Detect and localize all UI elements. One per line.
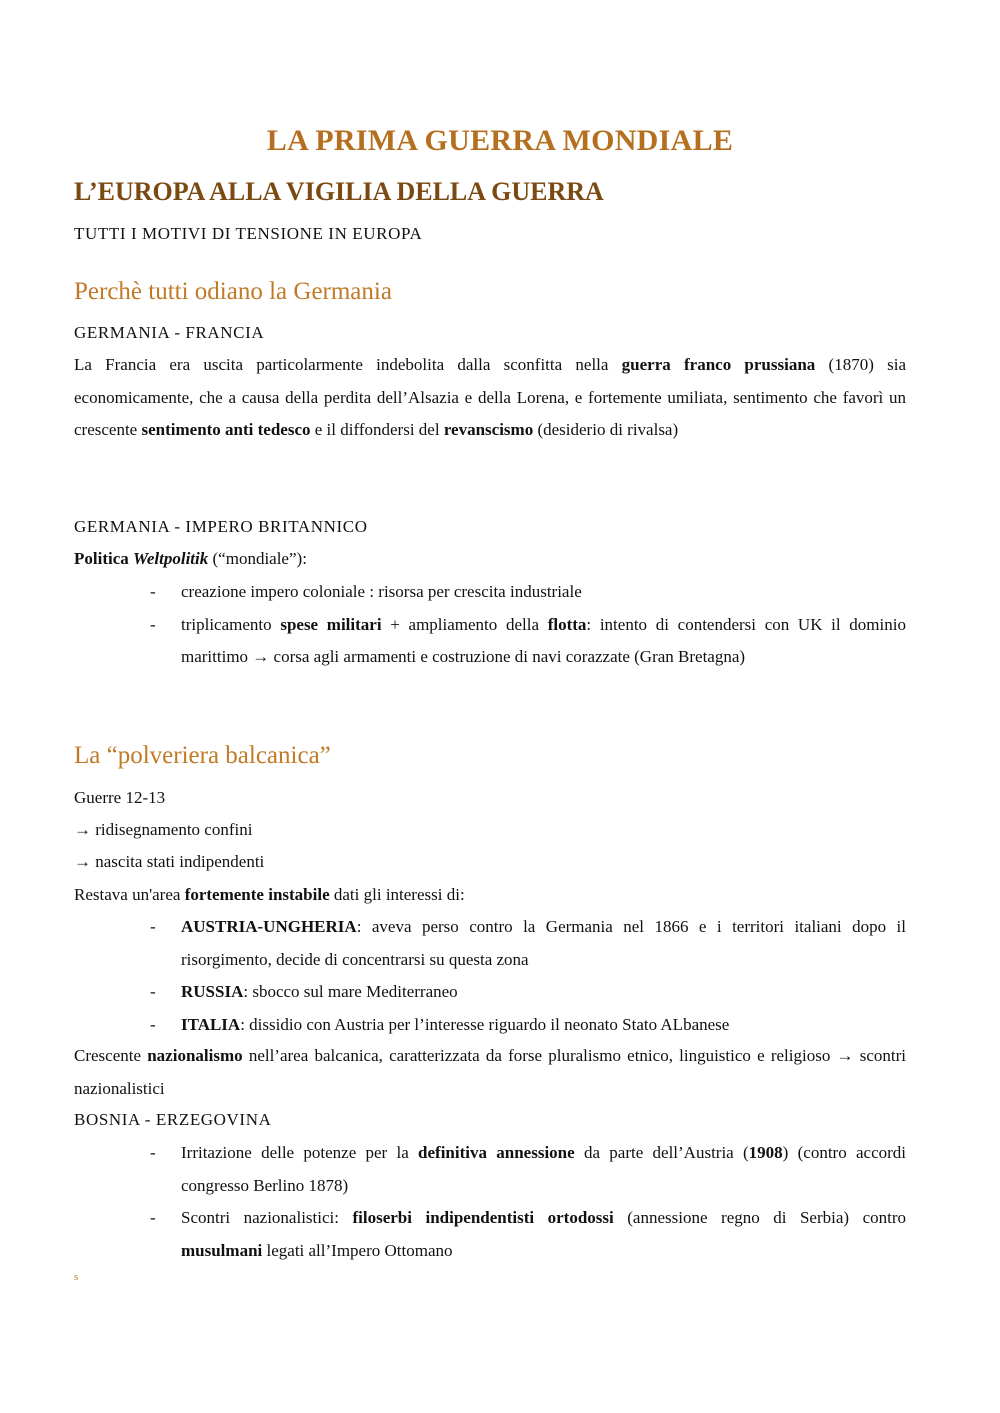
bold-term: definitiva annessione (418, 1143, 575, 1162)
bold-term: nazionalismo (147, 1046, 243, 1065)
dash-bullet: - (150, 982, 156, 1001)
weltpolitik-list (74, 576, 906, 674)
label-germania-impero-britannico: GERMANIA - IMPERO BRITANNICO (74, 517, 368, 536)
bold-term: ITALIA (181, 1014, 241, 1034)
dash-bullet: - (150, 917, 156, 936)
text: ) (contro accordi congresso Berlino 1878) (181, 1143, 906, 1195)
line-confini: → ridisegnamento confini (74, 820, 253, 839)
text: : dissidio con Austria per l’interesse riguardo il neonato Stato ALbanese (240, 1014, 730, 1034)
text: (“mondiale”): (208, 549, 307, 568)
text: triplicamento (181, 614, 281, 634)
footer-mark: s (74, 1271, 79, 1283)
text: La Francia era uscita particolarmente indebolita dalla sconfitta nella (74, 355, 622, 374)
bold-term: musulmani (181, 1240, 263, 1260)
bold-term: Politica (74, 549, 134, 568)
list-item (74, 911, 906, 976)
section-title-balcani: La “polveriera balcanica” (74, 742, 331, 769)
bold-term: flotta (547, 614, 587, 634)
bold-term: fortemente instabile (184, 885, 330, 904)
dash-bullet: - (150, 1014, 156, 1034)
bold-term: guerra franco prussiana (621, 355, 816, 374)
interests-list (74, 911, 906, 1041)
text: (annessione regno di Serbia) contro (613, 1208, 907, 1227)
list-item (74, 1137, 906, 1202)
list-item (74, 576, 906, 609)
chapter-heading: L’EUROPA ALLA VIGILIA DELLA GUERRA (74, 177, 604, 206)
dash-bullet: - (150, 614, 156, 634)
label-bosnia-erzegovina: BOSNIA - ERZEGOVINA (74, 1110, 272, 1129)
dash-bullet: - (150, 1208, 156, 1227)
paragraph-francia (74, 349, 906, 447)
text: legati all’Impero Ottomano (262, 1240, 453, 1260)
chapter-subheading: TUTTI I MOTIVI DI TENSIONE IN EUROPA (74, 224, 423, 243)
bosnia-list (74, 1137, 906, 1267)
document-title: LA PRIMA GUERRA MONDIALE (266, 124, 734, 157)
label-germania-francia: GERMANIA - FRANCIA (74, 323, 265, 342)
text: creazione impero coloniale : risorsa per crescita industriale (181, 582, 582, 601)
list-item (74, 976, 906, 1009)
section-title-germania: Perchè tutti odiano la Germania (74, 278, 392, 305)
bold-term: spese militari (280, 614, 382, 634)
text: + ampliamento della (381, 614, 548, 634)
list-item (74, 1009, 906, 1042)
line-area-instabile (74, 879, 906, 912)
text: da parte dell’Austria ( (574, 1143, 749, 1162)
text: (1870) sia economicamente, che a causa della perdita dell’Alsazia e della Lorena, e fortemente umiliata, sentimento che favorì un crescente (74, 355, 906, 439)
text: dati gli interessi di: (329, 885, 465, 904)
bold-term: revanscismo (443, 420, 534, 439)
text: Irritazione delle potenze per la (181, 1143, 419, 1162)
italic-term: Weltpolitik (133, 549, 209, 568)
text: Scontri nazionalistici: (181, 1208, 353, 1227)
text: e il diffondersi del (310, 420, 444, 439)
dash-bullet: - (150, 582, 156, 601)
bold-term: sentimento anti tedesco (141, 420, 311, 439)
bold-term: RUSSIA (181, 982, 244, 1001)
policy-line (74, 543, 906, 576)
text: (desiderio di rivalsa) (533, 420, 679, 439)
line-stati: → nascita stati indipendenti (74, 852, 265, 871)
paragraph-nazionalismo (74, 1040, 906, 1105)
text: nell’area balcanica, caratterizzata da forse pluralismo etnico, linguistico e religioso → scontri nazionalistici (74, 1046, 906, 1098)
bold-term: AUSTRIA-UNGHERIA (181, 917, 357, 936)
text: : sbocco sul mare Mediterraneo (243, 982, 458, 1001)
bold-term: filoserbi indipendentisti ortodossi (352, 1208, 614, 1227)
text: Restava un'area (74, 885, 185, 904)
list-item (74, 1202, 906, 1267)
text: : intento di contendersi con UK il dominio marittimo → corsa agli armamenti e costruzione di navi corazzate (Gran Bretagna) (181, 614, 906, 666)
text: Crescente (74, 1046, 148, 1065)
text: : aveva perso contro la Germania nel 1866 e i territori italiani dopo il risorgimento, decide di concentrarsi su questa zona (181, 917, 906, 969)
line-guerre: Guerre 12-13 (74, 788, 166, 807)
bold-term: 1908 (748, 1143, 783, 1162)
dash-bullet: - (150, 1143, 156, 1162)
list-item (74, 609, 906, 674)
